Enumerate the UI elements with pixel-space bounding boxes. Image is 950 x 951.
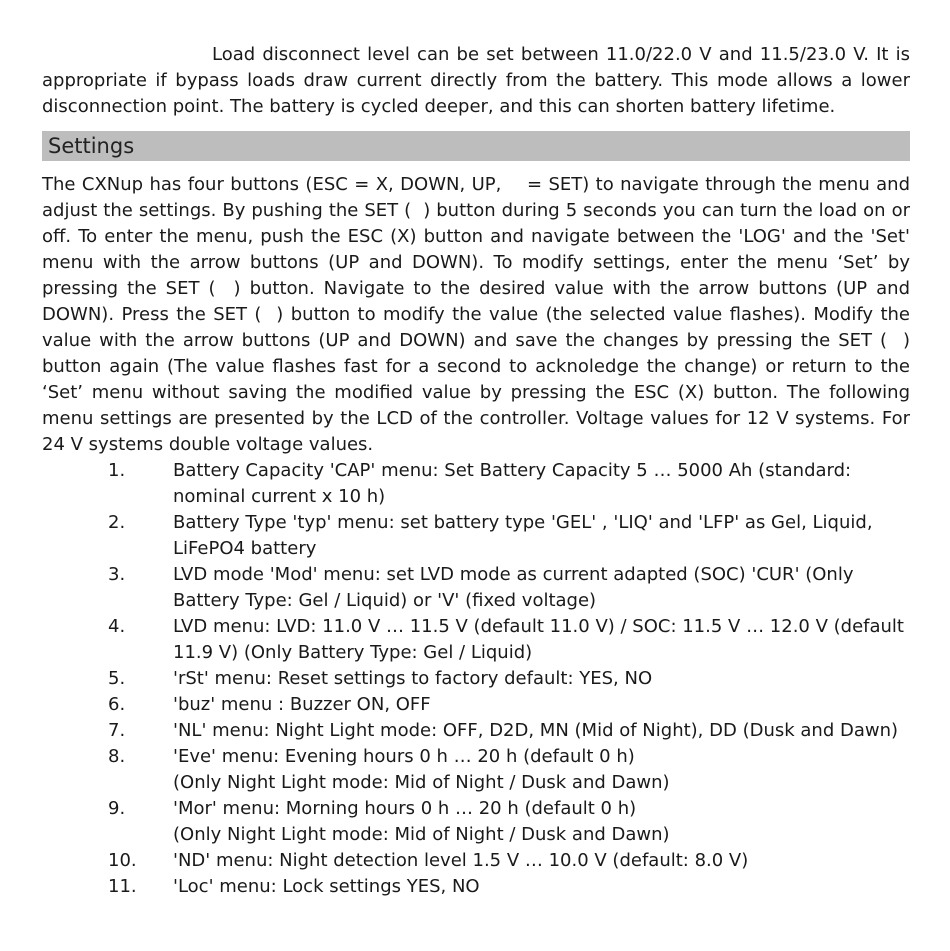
- list-item-line: 'buz' menu : Buzzer ON, OFF: [173, 694, 431, 715]
- list-item-line: LiFePO4 battery: [173, 538, 317, 559]
- intro-paragraph: Load disconnect level can be set between 11.0/22.0 V and 11.5/23.0 V. It is appropriate if bypass loads draw current directly from the battery. This mode allows a lower disconnection point. The battery is cycled deeper, and this can shorten battery lifetime.: [42, 44, 910, 117]
- list-item-text: [173, 614, 910, 666]
- list-item: [42, 718, 910, 744]
- list-item-text: [173, 848, 910, 874]
- list-item-line: 'rSt' menu: Reset settings to factory default: YES, NO: [173, 668, 653, 689]
- list-item: [42, 614, 910, 666]
- list-item-number: 10.: [108, 850, 137, 871]
- list-item: [42, 796, 910, 848]
- list-item-number: 3.: [108, 564, 126, 585]
- list-item-line: 11.9 V) (Only Battery Type: Gel / Liquid): [173, 642, 533, 663]
- list-item-line: 'Eve' menu: Evening hours 0 h … 20 h (default 0 h): [173, 746, 635, 767]
- list-item-line: (Only Night Light mode: Mid of Night / Dusk and Dawn): [173, 824, 670, 845]
- list-item: [42, 744, 910, 796]
- list-item-line: Battery Capacity 'CAP' menu: Set Battery Capacity 5 … 5000 Ah (standard:: [173, 460, 852, 481]
- list-item-number: 5.: [108, 668, 126, 689]
- list-item-line: Battery Type 'typ' menu: set battery type 'GEL' , 'LIQ' and 'LFP' as Gel, Liquid,: [173, 512, 873, 533]
- list-item-text: [173, 562, 910, 614]
- list-item-text: [173, 692, 910, 718]
- list-item-text: [173, 796, 910, 848]
- list-item-line: nominal current x 10 h): [173, 486, 386, 507]
- list-item-text: [173, 874, 910, 900]
- list-item-number: 7.: [108, 720, 126, 741]
- list-item-line: 'ND' menu: Night detection level 1.5 V … 10.0 V (default: 8.0 V): [173, 850, 749, 871]
- list-item-line: 'Mor' menu: Morning hours 0 h … 20 h (default 0 h): [173, 798, 637, 819]
- list-item: [42, 562, 910, 614]
- menu-settings-list: [42, 458, 910, 900]
- list-item-text: [173, 458, 910, 510]
- list-item: [42, 848, 910, 874]
- list-item-number: 6.: [108, 694, 126, 715]
- list-item-number: 1.: [108, 460, 126, 481]
- list-item-number: 8.: [108, 746, 126, 767]
- list-item-line: LVD menu: LVD: 11.0 V … 11.5 V (default 11.0 V) / SOC: 11.5 V … 12.0 V (default: [173, 616, 904, 637]
- list-item-number: 9.: [108, 798, 126, 819]
- list-item: [42, 874, 910, 900]
- list-item-text: [173, 744, 910, 796]
- list-item-line: LVD mode 'Mod' menu: set LVD mode as current adapted (SOC) 'CUR' (Only: [173, 564, 854, 585]
- list-item-number: 11.: [108, 876, 137, 897]
- list-item-line: (Only Night Light mode: Mid of Night / Dusk and Dawn): [173, 772, 670, 793]
- list-item: [42, 458, 910, 510]
- list-item-text: [173, 666, 910, 692]
- settings-paragraph: The CXNup has four buttons (ESC = X, DOWN, UP, = SET) to navigate through the menu and adjust the settings. By pushing the SET ( ) button during 5 seconds you can turn the load on or off. To enter the menu, push the ESC (X) button and navigate between the 'LOG' and the 'Set' menu with the arrow buttons (UP and DOWN). To modify settings, enter the menu ‘Set’ by pressing the SET ( ) button. Navigate to the desired value with the arrow buttons (UP and DOWN). Press the SET ( ) button to modify the value (the selected value flashes). Modify the value with the arrow buttons (UP and DOWN) and save the changes by pressing the SET ( ) button again (The value flashes fast for a second to acknoledge the change) or return to the ‘Set’ menu without saving the modified value by pressing the ESC (X) button. The following menu settings are presented by the LCD of the controller. Voltage values for 12 V systems. For 24 V systems double voltage values.: [42, 174, 910, 455]
- list-item-text: [173, 510, 910, 562]
- list-item: [42, 692, 910, 718]
- list-item-line: 'Loc' menu: Lock settings YES, NO: [173, 876, 480, 897]
- list-item-number: 4.: [108, 616, 126, 637]
- list-item-line: 'NL' menu: Night Light mode: OFF, D2D, MN (Mid of Night), DD (Dusk and Dawn): [173, 720, 899, 741]
- section-heading-settings: Settings: [42, 131, 910, 161]
- list-item: [42, 666, 910, 692]
- list-item-text: [173, 718, 910, 744]
- list-item: [42, 510, 910, 562]
- list-item-number: 2.: [108, 512, 126, 533]
- document-page: [42, 42, 910, 900]
- list-item-line: Battery Type: Gel / Liquid) or 'V' (fixed voltage): [173, 590, 597, 611]
